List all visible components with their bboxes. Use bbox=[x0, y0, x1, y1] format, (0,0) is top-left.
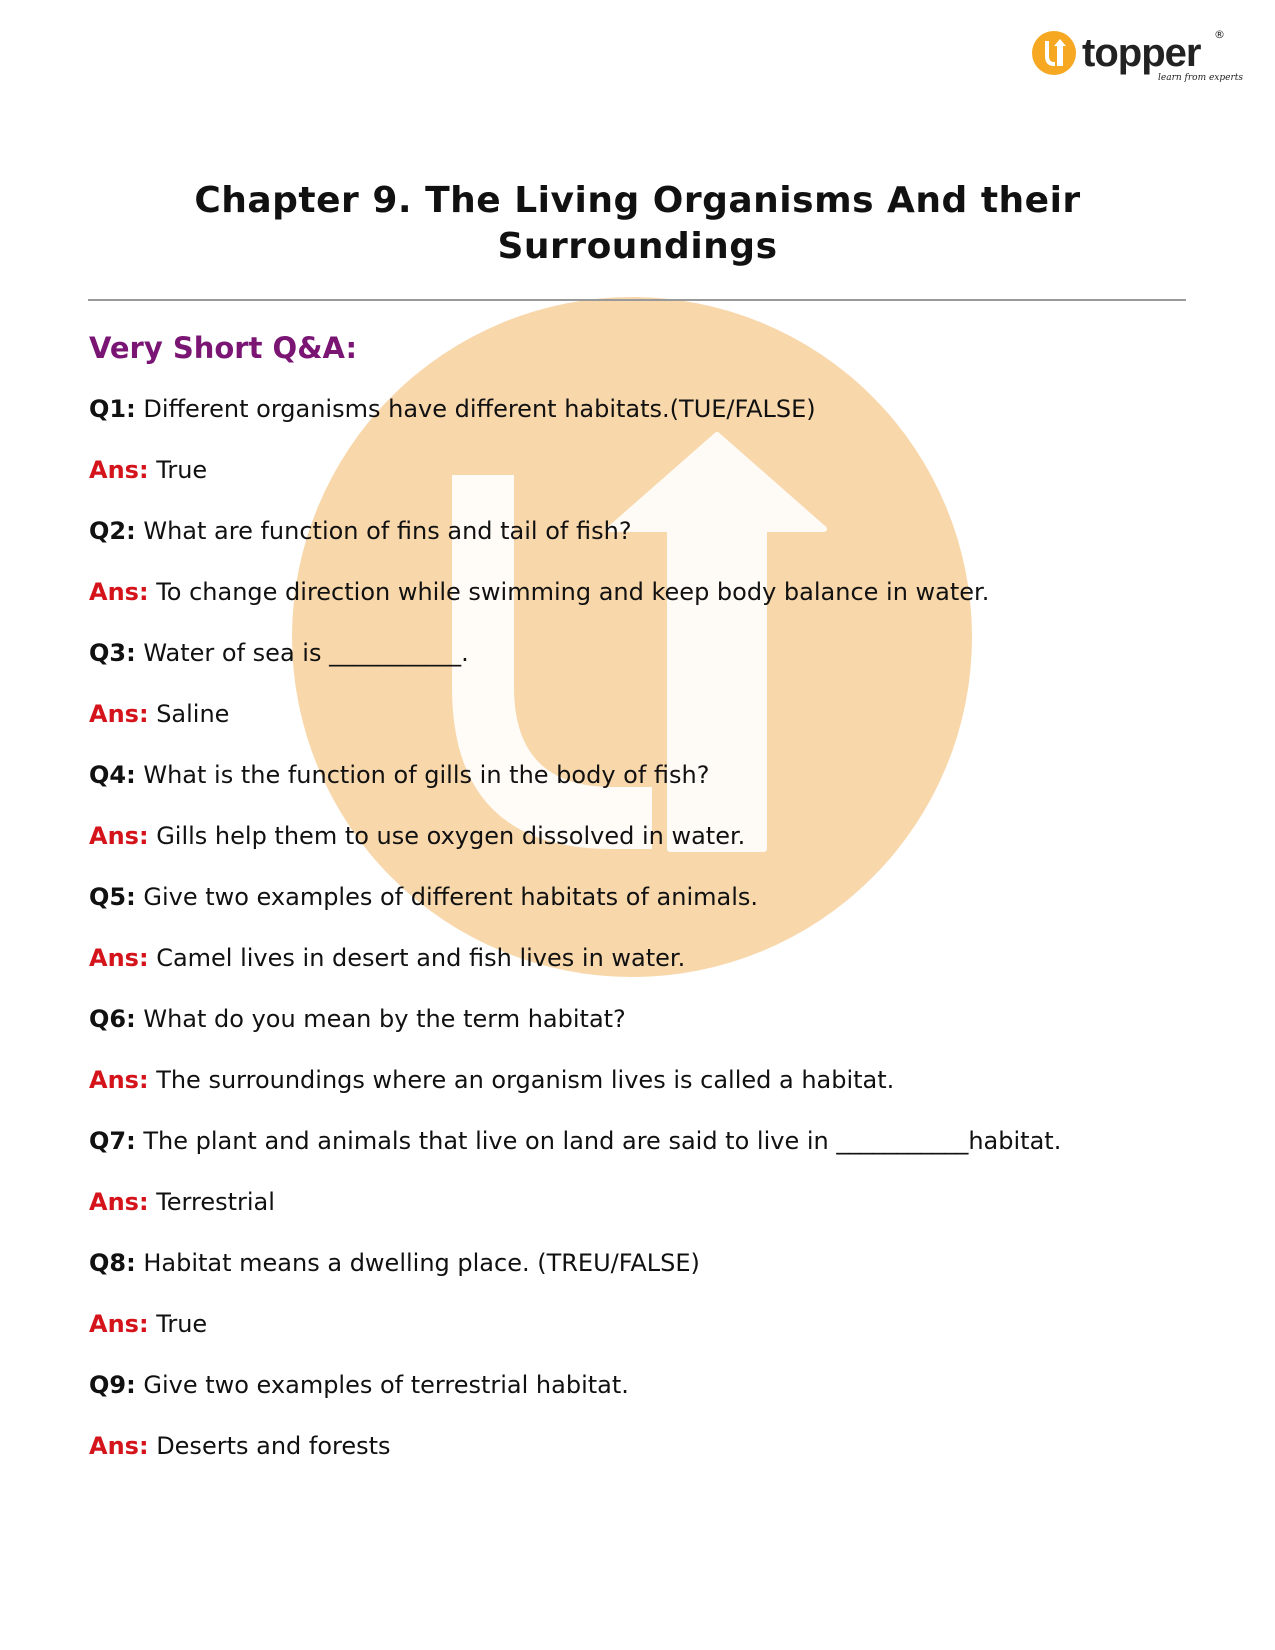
answer-6 bbox=[89, 1065, 1199, 1126]
question-text: What is the function of gills in the body of fish? bbox=[143, 761, 710, 789]
question-label: Q7: bbox=[89, 1127, 136, 1155]
topper-logo bbox=[1030, 26, 1244, 86]
answer-9 bbox=[89, 1431, 1199, 1492]
logo-registered-mark: ® bbox=[1214, 28, 1225, 41]
logo-wordmark: topper bbox=[1082, 31, 1201, 75]
question-label: Q8: bbox=[89, 1249, 136, 1277]
answer-7 bbox=[89, 1187, 1199, 1248]
answer-label: Ans: bbox=[89, 1188, 149, 1216]
answer-text: Saline bbox=[156, 700, 230, 728]
answer-label: Ans: bbox=[89, 822, 149, 850]
question-text: Give two examples of different habitats of animals. bbox=[143, 883, 759, 911]
question-text: The plant and animals that live on land are said to live in ___________habitat. bbox=[143, 1127, 1062, 1155]
answer-label: Ans: bbox=[89, 578, 149, 606]
question-label: Q2: bbox=[89, 517, 136, 545]
answer-text: Camel lives in desert and fish lives in water. bbox=[156, 944, 686, 972]
question-label: Q3: bbox=[89, 639, 136, 667]
answer-label: Ans: bbox=[89, 1066, 149, 1094]
question-7 bbox=[89, 1126, 1199, 1187]
question-label: Q9: bbox=[89, 1371, 136, 1399]
chapter-title-line-2: Surroundings bbox=[497, 226, 778, 267]
question-text: What are function of fins and tail of fish? bbox=[143, 517, 632, 545]
question-2 bbox=[89, 516, 1199, 577]
answer-text: To change direction while swimming and keep body balance in water. bbox=[156, 578, 990, 606]
answer-label: Ans: bbox=[89, 456, 149, 484]
question-text: Different organisms have different habitats.(TUE/FALSE) bbox=[143, 395, 816, 423]
question-label: Q5: bbox=[89, 883, 136, 911]
answer-text: True bbox=[156, 456, 208, 484]
answer-label: Ans: bbox=[89, 1432, 149, 1460]
question-text: Habitat means a dwelling place. (TREU/FALSE) bbox=[143, 1249, 700, 1277]
logo-badge-icon bbox=[1032, 31, 1076, 75]
question-6 bbox=[89, 1004, 1199, 1065]
question-text: What do you mean by the term habitat? bbox=[143, 1005, 626, 1033]
question-label: Q4: bbox=[89, 761, 136, 789]
question-3 bbox=[89, 638, 1199, 699]
question-8 bbox=[89, 1248, 1199, 1309]
answer-2 bbox=[89, 577, 1199, 638]
answer-label: Ans: bbox=[89, 700, 149, 728]
chapter-title-line-1: Chapter 9. The Living Organisms And their bbox=[194, 180, 1081, 221]
answer-label: Ans: bbox=[89, 944, 149, 972]
question-9 bbox=[89, 1370, 1199, 1431]
qa-list bbox=[89, 394, 1199, 1492]
answer-label: Ans: bbox=[89, 1310, 149, 1338]
question-text: Give two examples of terrestrial habitat. bbox=[143, 1371, 629, 1399]
question-5 bbox=[89, 882, 1199, 943]
logo-tagline: learn from experts bbox=[1158, 73, 1244, 83]
question-1 bbox=[89, 394, 1199, 455]
chapter-title bbox=[0, 178, 1275, 270]
question-label: Q1: bbox=[89, 395, 136, 423]
title-divider bbox=[88, 299, 1186, 301]
answer-text: Terrestrial bbox=[156, 1188, 275, 1216]
question-4 bbox=[89, 760, 1199, 821]
question-label: Q6: bbox=[89, 1005, 136, 1033]
answer-text: Gills help them to use oxygen dissolved in water. bbox=[156, 822, 746, 850]
answer-4 bbox=[89, 821, 1199, 882]
section-heading: Very Short Q&A: bbox=[89, 331, 358, 365]
answer-text: The surroundings where an organism lives is called a habitat. bbox=[156, 1066, 895, 1094]
answer-1 bbox=[89, 455, 1199, 516]
answer-8 bbox=[89, 1309, 1199, 1370]
question-text: Water of sea is ___________. bbox=[143, 639, 469, 667]
answer-text: Deserts and forests bbox=[156, 1432, 391, 1460]
answer-text: True bbox=[156, 1310, 208, 1338]
answer-5 bbox=[89, 943, 1199, 1004]
answer-3 bbox=[89, 699, 1199, 760]
